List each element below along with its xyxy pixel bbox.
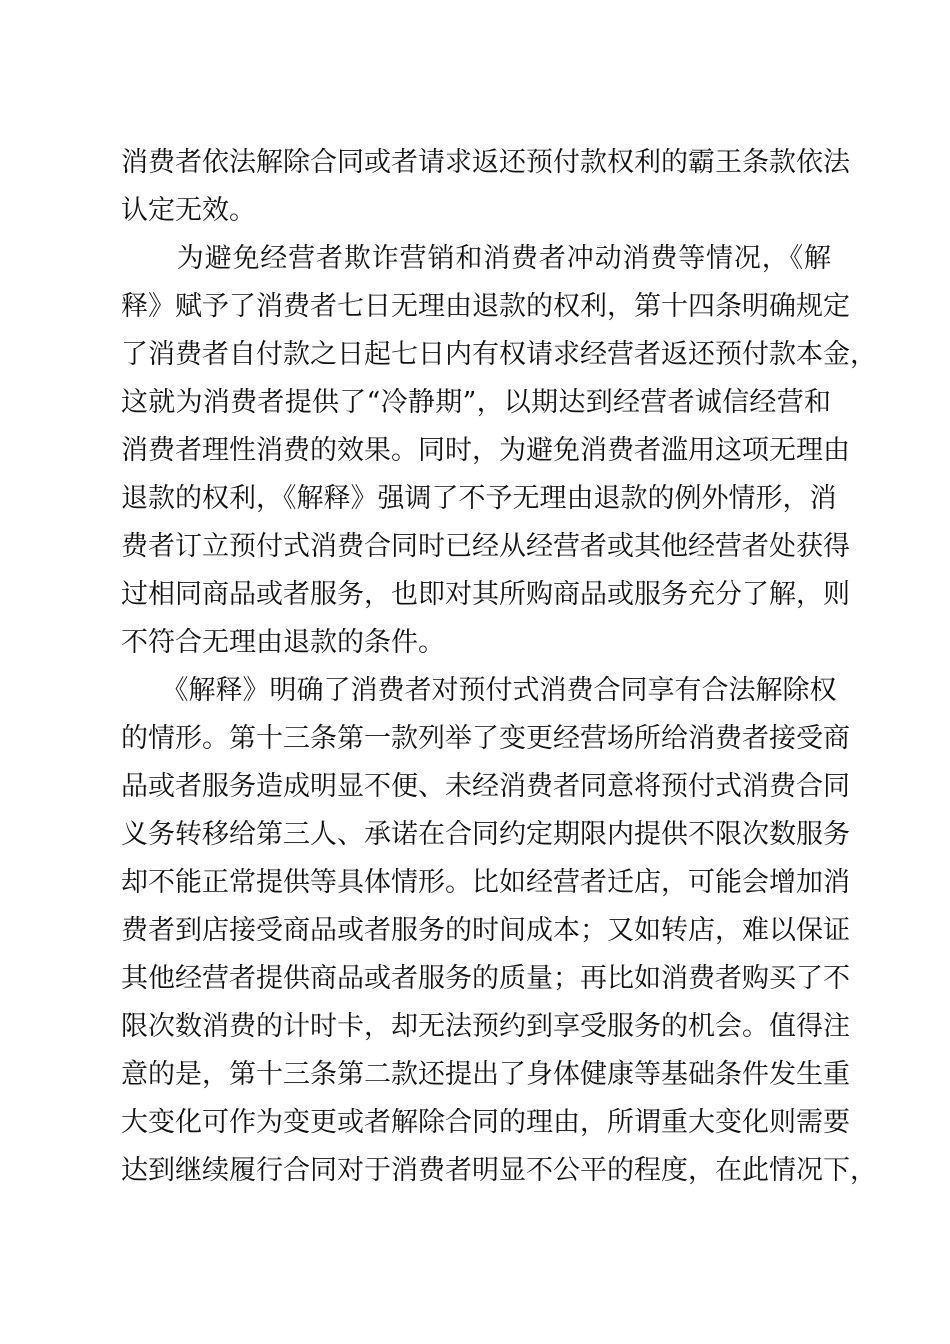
- text-line: 的情形。第十三条第一款列举了变更经营场所给消费者接受商: [121, 723, 850, 754]
- text-line: 消费者理性消费的效果。同时，为避免消费者滥用这项无理由: [121, 435, 850, 466]
- text-line: 意的是，第十三条第二款还提出了身体健康等基础条件发生重: [121, 1059, 850, 1090]
- text-line: 达到继续履行合同对于消费者明显不公平的程度，在此情况下，: [121, 1155, 877, 1186]
- text-line: 释》赋予了消费者七日无理由退款的权利，第十四条明确规定: [121, 291, 850, 322]
- text-line: 其他经营者提供商品或者服务的质量；再比如消费者购买了不: [121, 963, 850, 994]
- text-line: 认定无效。: [121, 195, 256, 226]
- text-line: 为避免经营者欺诈营销和消费者冲动消费等情况，《解: [121, 243, 831, 274]
- text-line: 却不能正常提供等具体情形。比如经营者迁店，可能会增加消: [121, 867, 850, 898]
- text-line: 义务转移给第三人、承诺在合同约定期限内提供不限次数服务: [121, 819, 850, 850]
- text-line: 消费者依法解除合同或者请求返还预付款权利的霸王条款依法: [121, 147, 850, 178]
- text-line: 过相同商品或者服务，也即对其所购商品或服务充分了解，则: [121, 579, 850, 610]
- text-line: 退款的权利，《解释》强调了不予无理由退款的例外情形，消: [121, 483, 837, 514]
- text-line: 费者到店接受商品或者服务的时间成本；又如转店，难以保证: [121, 915, 850, 946]
- text-line: 不符合无理由退款的条件。: [121, 627, 445, 658]
- text-line: 大变化可作为变更或者解除合同的理由，所谓重大变化则需要: [121, 1107, 850, 1138]
- text-line: 限次数消费的计时卡，却无法预约到享受服务的机会。值得注: [121, 1011, 850, 1042]
- text-line: 《解释》明确了消费者对预付式消费合同享有合法解除权: [121, 675, 837, 706]
- text-line: 了消费者自付款之日起七日内有权请求经营者返还预付款本金，: [121, 339, 877, 370]
- text-line: 品或者服务造成明显不便、未经消费者同意将预付式消费合同: [121, 771, 850, 802]
- text-line: 这就为消费者提供了“冷静期”，以期达到经营者诚信经营和: [121, 387, 831, 418]
- text-line: 费者订立预付式消费合同时已经从经营者或其他经营者处获得: [121, 531, 850, 562]
